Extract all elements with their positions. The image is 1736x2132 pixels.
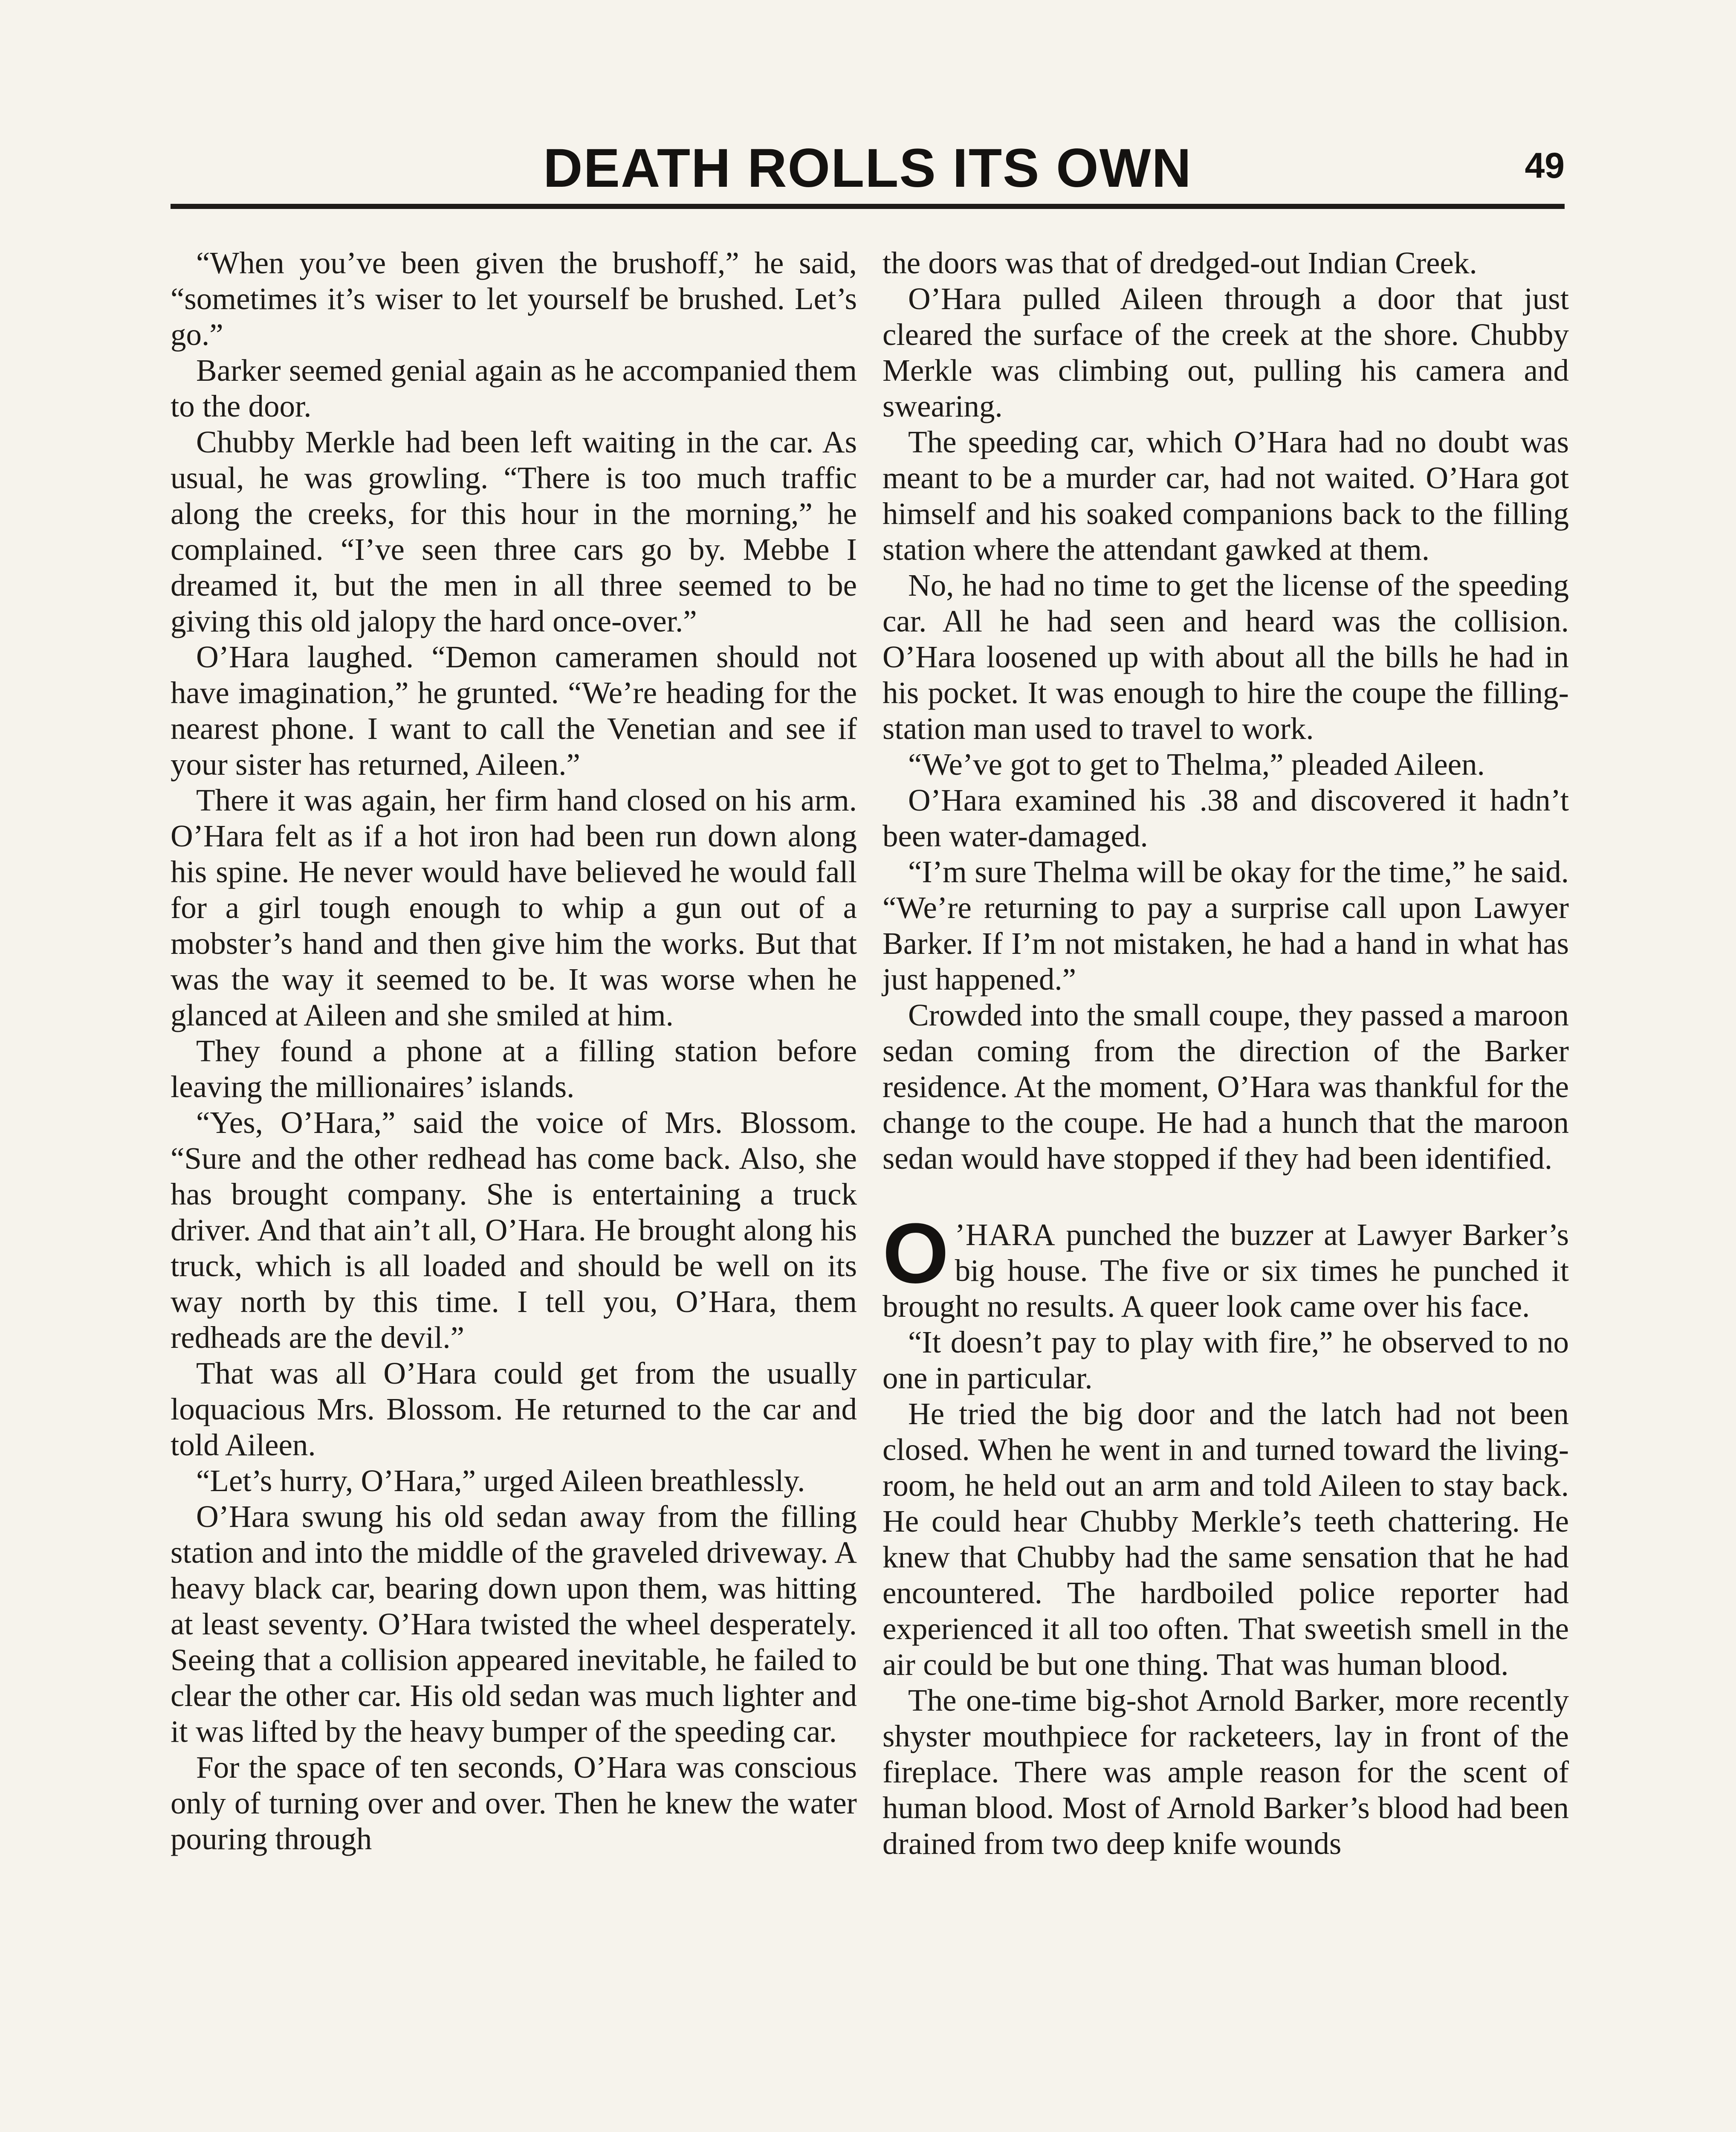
story-title: DEATH ROLLS ITS OWN [543,138,1192,199]
paragraph: That was all O’Hara could get from the usually loquacious Mrs. Blossom. He returned to the car and told Aileen. [171,1356,857,1462]
paragraph: For the space of ten seconds, O’Hara was conscious only of turning over and over. Then he knew the water pouring through [171,1750,857,1856]
page-number: 49 [1525,145,1565,185]
paragraph: O’Hara swung his old sedan away from the filling station and into the middle of the graveled driveway. A heavy black car, bearing down upon them, was hitting at least seventy. O’Hara twisted the wheel desperately. Seeing that a collision appeared inevitable, he failed to clear the other car. His old sedan was much lighter and it was lifted by the heavy bumper of the speeding car. [171,1499,857,1749]
continued-paragraph: the doors was that of dredged-out Indian Creek. [882,246,1477,280]
paragraph: Crowded into the small coupe, they passed a maroon sedan coming from the direction of the Barker residence. At the moment, O’Hara was thankful for the change to the coupe. He had a hunch that the maroon sedan would have stopped if they had been identified. [882,998,1569,1176]
paragraph: O’Hara examined his .38 and discovered it hadn’t been water-damaged. [882,783,1569,853]
paragraph: “When you’ve been given the brushoff,” he said, “sometimes it’s wiser to let yourself be brushed. Let’s go.” [171,246,857,352]
paragraph: He tried the big door and the latch had not been closed. When he went in and turned toward the living-room, he held out an arm and told Aileen to stay back. He could hear Chubby Merkle’s teeth chattering. He knew that Chubby had the same sensation that he had encountered. The hardboiled police reporter had experienced it all too often. That sweetish smell in the air could be but one thing. That was human blood. [882,1396,1569,1682]
page-header [171,136,1565,205]
section-opening-text: punched the buzzer at Lawyer Barker’s big house. The five or six times he punched it brought no results. A queer look came over his face. [882,1217,1569,1324]
header-divider [171,204,1565,209]
left-column [171,245,857,1857]
paragraph: The one-time big-shot Arnold Barker, more recently shyster mouthpiece for racketeers, lay in front of the fireplace. There was ample reason for the scent of human blood. Most of Arnold Barker’s blood had been drained from two deep knife wounds [882,1683,1569,1861]
section-opening-paragraph [882,1206,1569,1324]
paragraph: O’Hara pulled Aileen through a door that just cleared the surface of the creek at the shore. Chubby Merkle was climbing out, pulling his camera and swearing. [882,281,1569,423]
paragraph: “Yes, O’Hara,” said the voice of Mrs. Blossom. “Sure and the other redhead has come back. Also, she has brought company. She is entertaining a truck driver. And that ain’t all, O’Hara. He brought along his truck, which is all loaded and should be well on its way north by this time. I tell you, O’Hara, them redheads are the devil.” [171,1105,857,1355]
paragraph: Barker seemed genial again as he accompanied them to the door. [171,353,857,423]
paragraph: “Let’s hurry, O’Hara,” urged Aileen breathlessly. [196,1463,805,1498]
paragraph: “I’m sure Thelma will be okay for the time,” he said. “We’re returning to pay a surprise call upon Lawyer Barker. If I’m not mistaken, he had a hand in what has just happened.” [882,855,1569,996]
right-column [882,245,1569,1862]
drop-cap: O [882,1206,949,1301]
paragraph: O’Hara laughed. “Demon cameramen should not have imagination,” he grunted. “We’re heading for the nearest phone. I want to call the Venetian and see if your sister has returned, Aileen.” [171,640,857,782]
paragraph: No, he had no time to get the license of the speeding car. All he had seen and heard was the collision. O’Hara loosened up with about all the bills he had in his pocket. It was enough to hire the coupe the filling-station man used to travel to work. [882,568,1569,746]
paragraph: There it was again, her firm hand closed on his arm. O’Hara felt as if a hot iron had been run down along his spine. He never would have believed he would fall for a girl tough enough to whip a gun out of a mobster’s hand and then give him the works. But that was the way it seemed to be. It was worse when he glanced at Aileen and she smiled at him. [171,783,857,1032]
paragraph: “We’ve got to get to Thelma,” pleaded Aileen. [908,747,1485,782]
paragraph: They found a phone at a filling station before leaving the millionaires’ islands. [171,1034,857,1104]
section-opening-word: ’HARA [955,1217,1056,1252]
paragraph: Chubby Merkle had been left waiting in the car. As usual, he was growling. “There is too much traffic along the creeks, for this hour in the morning,” he complained. “I’ve seen three cars go by. Mebbe I dreamed it, but the men in all three seemed to be giving this old jalopy the hard once-over.” [171,425,857,638]
paragraph: The speeding car, which O’Hara had no doubt was meant to be a murder car, had not waited. O’Hara got himself and his soaked companions back to the filling station where the attendant gawked at them. [882,425,1569,567]
paragraph: “It doesn’t pay to play with fire,” he observed to no one in particular. [882,1325,1569,1395]
